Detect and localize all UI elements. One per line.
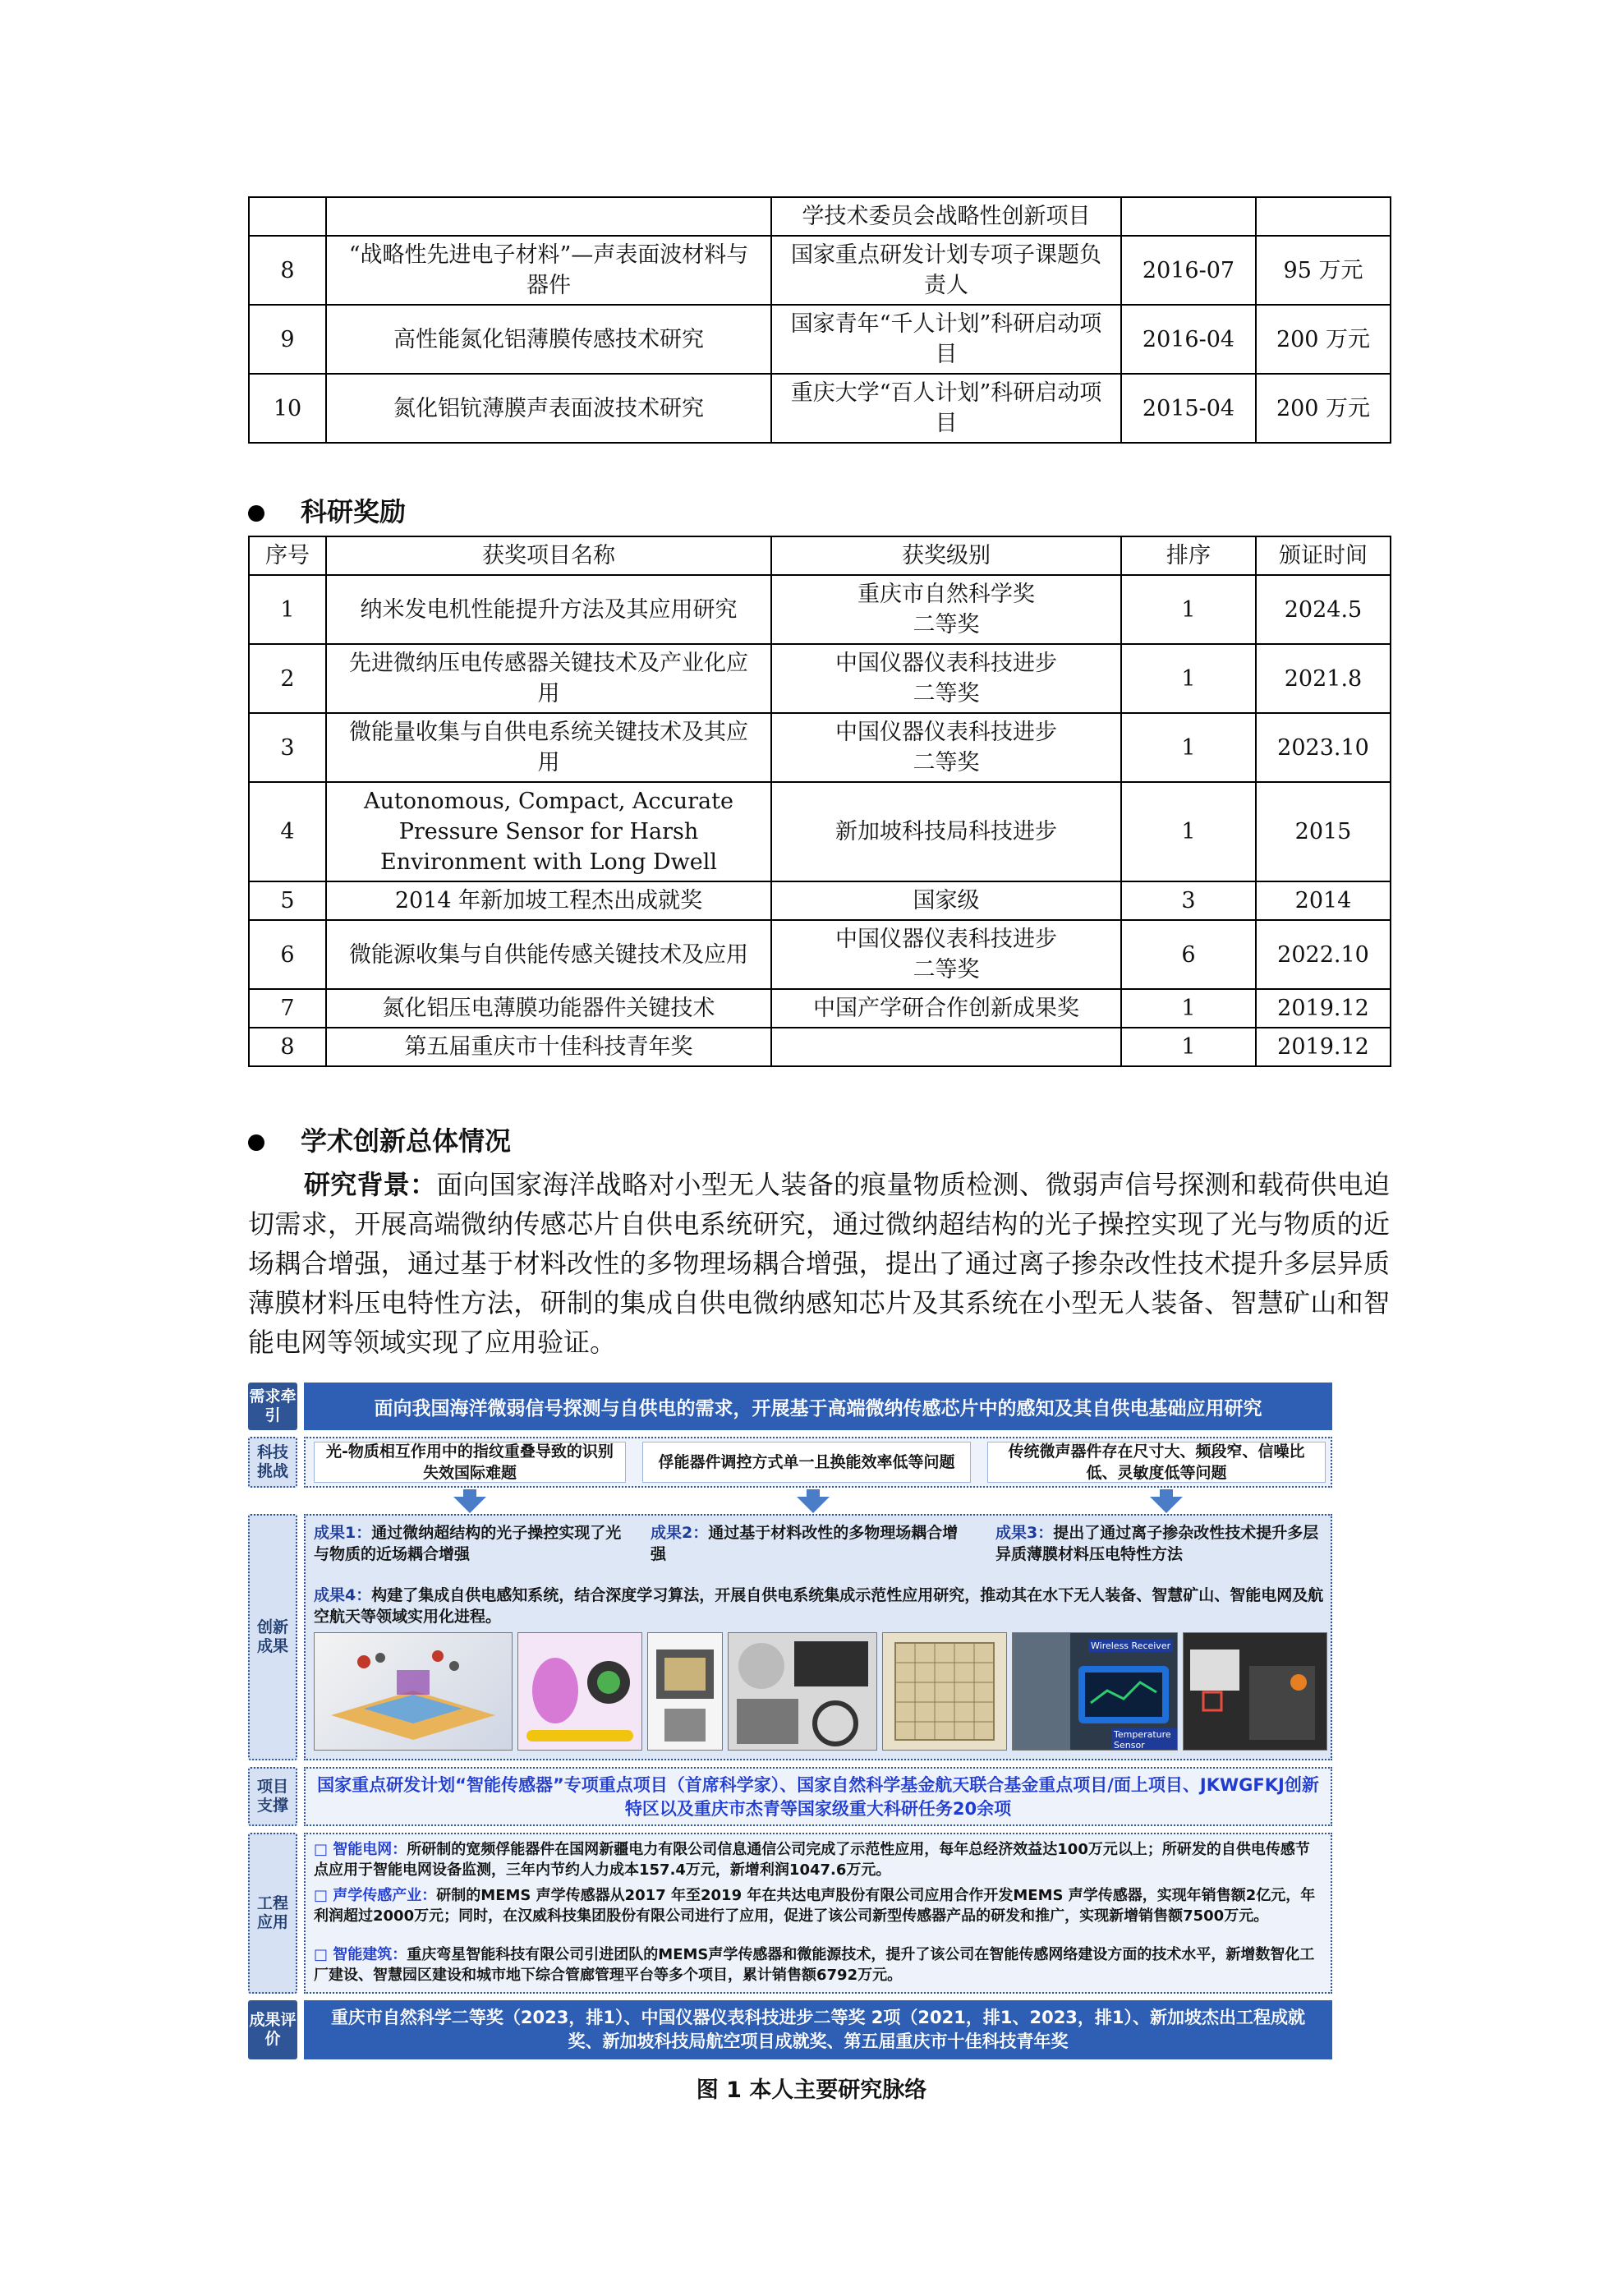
background-text: 面向国家海洋战略对小型无人装备的痕量物质检测、微弱声信号探测和载荷供电迫切需求，开展高端微纳传感芯片自供电系统研究，通过微纳超结构的光子操控实现了光与物质的近场耦合增强，通过基于材料改性的多物理场耦合增强，提出了通过离子掺杂改性技术提升多层异质薄膜材料压电特性方法，研制的集成自供电微纳感知芯片及其系统在小型无人装备、智慧矿山和智能电网等领域实现了应用验证。 <box>248 1169 1390 1358</box>
cell-award-name: Autonomous, Compact, Accurate Pressure Sensor for Harsh Environment with Long Dwell <box>326 782 771 881</box>
cell-project-name <box>326 197 771 236</box>
cell-award-level <box>771 1028 1121 1066</box>
cell-source: 重庆大学“百人计划”科研启动项目 <box>771 374 1121 443</box>
cell-rank: 1 <box>1121 644 1256 713</box>
evaluation-bar: 重庆市自然科学二等奖（2023，排1）、中国仪器仪表科技进步二等奖 2项（2021，排1、2023，排1）、新加坡杰出工程成就奖、新加坡科技局航空项目成就奖、第五届重庆市十佳科技青年奖 <box>304 2000 1332 2059</box>
cell-no: 1 <box>249 575 326 644</box>
cell-date: 2019.12 <box>1256 989 1391 1028</box>
cell-date: 2023.10 <box>1256 713 1391 782</box>
table-row <box>249 1028 1391 1066</box>
header-rank: 排序 <box>1121 536 1256 575</box>
cell-date: 2024.5 <box>1256 575 1391 644</box>
label-evaluation: 成果评价 <box>248 2000 297 2059</box>
cell-date: 2016-07 <box>1121 236 1256 305</box>
chip-illustration <box>648 1633 722 1750</box>
section-heading-overview: 学术创新总体情况 <box>248 1120 511 1158</box>
down-arrow-icon <box>797 1497 830 1513</box>
figure-caption: 图 1 本人主要研究脉络 <box>696 2077 927 2103</box>
cell-source: 国家重点研发计划专项子课题负责人 <box>771 236 1121 305</box>
cell-award-name: 纳米发电机性能提升方法及其应用研究 <box>326 575 771 644</box>
cell-date: 2016-04 <box>1121 305 1256 374</box>
table-row <box>249 236 1391 305</box>
photo-sensor-array <box>882 1632 1007 1751</box>
microstructure-illustration <box>729 1633 876 1750</box>
engineering-item-grid: □ 智能电网：所研制的宽频俘能器件在国网新疆电力有限公司信息通信公司完成了示范性应用，每年总经济效益达100万元以上；所研发的自供电传感节点应用于智能电网设备监测，三年内节约人力成本157.4万元，新增利润1047.6万元。 <box>314 1841 1310 1879</box>
innovation-panel <box>304 1514 1332 1760</box>
photo-molecule-structure <box>314 1632 513 1751</box>
cell-project-name: 氮化铝钪薄膜声表面波技术研究 <box>326 374 771 443</box>
cell-date <box>1121 197 1256 236</box>
cell-source: 学技术委员会战略性创新项目 <box>771 197 1121 236</box>
support-text: 国家重点研发计划“智能传感器”专项重点项目（首席科学家）、国家自然科学基金航天联合基金重点项目/面上项目、JKWGFKJ创新特区以及重庆市杰青等国家级重大科研任务20余项 <box>317 1775 1319 1819</box>
table-row <box>249 305 1391 374</box>
cell-no: 8 <box>249 236 326 305</box>
cell-rank: 1 <box>1121 989 1256 1028</box>
result-1: 成果1：通过微纳超结构的光子操控实现了光与物质的近场耦合增强 <box>314 1524 622 1563</box>
cell-amount: 95 万元 <box>1256 236 1391 305</box>
header-name: 获奖项目名称 <box>326 536 771 575</box>
challenge-panel <box>304 1437 1332 1488</box>
bullet-icon <box>248 505 264 522</box>
cell-award-name: 微能源收集与自供能传感关键技术及应用 <box>326 920 771 989</box>
wireless-receiver-label: Wireless Receiver <box>1088 1640 1173 1652</box>
label-challenge: 科技挑战 <box>248 1437 297 1488</box>
cell-award-level: 中国仪器仪表科技进步 二等奖 <box>771 713 1121 782</box>
cell-project-name: “战略性先进电子材料”—声表面波材料与器件 <box>326 236 771 305</box>
cell-amount <box>1256 197 1391 236</box>
cell-date: 2021.8 <box>1256 644 1391 713</box>
cell-no: 5 <box>249 881 326 920</box>
cell-no: 3 <box>249 713 326 782</box>
header-no: 序号 <box>249 536 326 575</box>
cell-amount: 200 万元 <box>1256 305 1391 374</box>
cell-award-name: 先进微纳压电传感器关键技术及产业化应用 <box>326 644 771 713</box>
photo-microstructure <box>728 1632 877 1751</box>
array-illustration <box>883 1633 1006 1750</box>
cell-rank: 1 <box>1121 1028 1256 1066</box>
cell-award-level: 新加坡科技局科技进步 <box>771 782 1121 881</box>
photo-sensor-devices <box>517 1632 642 1751</box>
down-arrow-icon <box>453 1497 486 1513</box>
cell-award-level: 国家级 <box>771 881 1121 920</box>
challenge-box-2: 俘能器件调控方式单一且换能效率低等问题 <box>642 1442 971 1483</box>
table-row <box>249 713 1391 782</box>
result-2: 成果2：通过基于材料改性的多物理场耦合增强 <box>651 1524 959 1563</box>
cell-date: 2015-04 <box>1121 374 1256 443</box>
bullet-icon <box>248 1134 264 1151</box>
photo-field-deployment <box>1183 1632 1327 1751</box>
checkbox-icon: □ <box>314 1841 333 1858</box>
checkbox-icon: □ <box>314 1946 333 1963</box>
table-row <box>249 197 1391 236</box>
cell-rank: 1 <box>1121 713 1256 782</box>
table-header-row <box>249 536 1391 575</box>
background-lead: 研究背景： <box>304 1169 437 1200</box>
table-row <box>249 575 1391 644</box>
cell-no <box>249 197 326 236</box>
cell-award-name: 微能量收集与自供电系统关键技术及其应用 <box>326 713 771 782</box>
table-row <box>249 920 1391 989</box>
table-row <box>249 644 1391 713</box>
checkbox-icon: □ <box>314 1887 333 1904</box>
cell-date: 2014 <box>1256 881 1391 920</box>
field-illustration <box>1184 1633 1326 1750</box>
engineering-panel <box>304 1833 1332 1994</box>
result-4: 成果4：构建了集成自供电感知系统，结合深度学习算法，开展自供电系统集成示范性应用研究，推动其在水下无人装备、智慧矿山、智能电网及航空航天等领域实用化进程。 <box>314 1586 1324 1626</box>
cell-amount: 200 万元 <box>1256 374 1391 443</box>
cell-no: 7 <box>249 989 326 1028</box>
label-demand: 需求牵引 <box>248 1383 297 1430</box>
engineering-item-acoustic: □ 声学传感产业：研制的MEMS 声学传感器从2017 年至2019 年在共达电声股份有限公司应用合作开发MEMS 声学传感器，实现年销售额2亿元，年利润超过2000万元；同时，在汉威科技集团股份有限公司进行了应用，促进了该公司新型传感器产品的研发和推广，实现新增销售额7500万元。 <box>314 1887 1316 1925</box>
cell-award-name: 2014 年新加坡工程杰出成就奖 <box>326 881 771 920</box>
table-row <box>249 881 1391 920</box>
cell-project-name: 高性能氮化铝薄膜传感技术研究 <box>326 305 771 374</box>
cell-rank: 3 <box>1121 881 1256 920</box>
cell-source: 国家青年“千人计划”科研启动项目 <box>771 305 1121 374</box>
challenge-box-3: 传统微声器件存在尺寸大、频段窄、信噪比低、灵敏度低等问题 <box>987 1442 1326 1483</box>
cell-no: 4 <box>249 782 326 881</box>
table-row <box>249 782 1391 881</box>
cell-date: 2019.12 <box>1256 1028 1391 1066</box>
cell-no: 8 <box>249 1028 326 1066</box>
cell-award-level: 重庆市自然科学奖 二等奖 <box>771 575 1121 644</box>
device-illustration <box>518 1633 641 1750</box>
photo-chip <box>647 1632 723 1751</box>
project-table <box>248 196 1391 444</box>
awards-table <box>248 536 1391 1067</box>
engineering-item-building: □ 智能建筑：重庆弯星智能科技有限公司引进团队的MEMS声学传感器和微能源技术，提升了该公司在智能传感网络建设方面的技术水平，新增数智化工厂建设、智慧园区建设和城市地下综合管廊管理平台等多个项目，累计销售额6792万元。 <box>314 1946 1315 1984</box>
label-support: 项目支撑 <box>248 1767 297 1826</box>
support-panel <box>304 1767 1332 1826</box>
demand-bar: 面向我国海洋微弱信号探测与自供电的需求，开展基于高端微纳传感芯片中的感知及其自供电基础应用研究 <box>304 1383 1332 1430</box>
cell-award-name: 氮化铝压电薄膜功能器件关键技术 <box>326 989 771 1028</box>
header-level: 获奖级别 <box>771 536 1121 575</box>
cell-no: 6 <box>249 920 326 989</box>
cell-award-name: 第五届重庆市十佳科技青年奖 <box>326 1028 771 1066</box>
table-row <box>249 374 1391 443</box>
cell-no: 9 <box>249 305 326 374</box>
down-arrow-icon <box>1150 1497 1183 1513</box>
cell-rank: 6 <box>1121 920 1256 989</box>
header-date: 颁证时间 <box>1256 536 1391 575</box>
cell-date: 2022.10 <box>1256 920 1391 989</box>
cell-date: 2015 <box>1256 782 1391 881</box>
cell-award-level: 中国仪器仪表科技进步 二等奖 <box>771 644 1121 713</box>
challenge-box-1: 光-物质相互作用中的指纹重叠导致的识别失效国际难题 <box>314 1442 626 1483</box>
cell-rank: 1 <box>1121 782 1256 881</box>
structure-illustration <box>315 1633 512 1750</box>
photo-wireless-system <box>1012 1632 1178 1751</box>
section-heading-awards: 科研奖励 <box>248 491 406 529</box>
research-roadmap-figure <box>248 1383 1332 2060</box>
cell-award-level: 中国产学研合作创新成果奖 <box>771 989 1121 1028</box>
table-row <box>249 989 1391 1028</box>
temperature-sensor-label: Temperature Sensor <box>1111 1728 1177 1751</box>
label-engineering: 工程应用 <box>248 1833 297 1994</box>
result-3: 成果3：提出了通过离子掺杂改性技术提升多层异质薄膜材料压电特性方法 <box>995 1524 1319 1563</box>
cell-award-level: 中国仪器仪表科技进步 二等奖 <box>771 920 1121 989</box>
cell-rank: 1 <box>1121 575 1256 644</box>
label-innovation: 创新成果 <box>248 1514 297 1760</box>
background-paragraph <box>248 1165 1390 1362</box>
cell-no: 10 <box>249 374 326 443</box>
cell-no: 2 <box>249 644 326 713</box>
